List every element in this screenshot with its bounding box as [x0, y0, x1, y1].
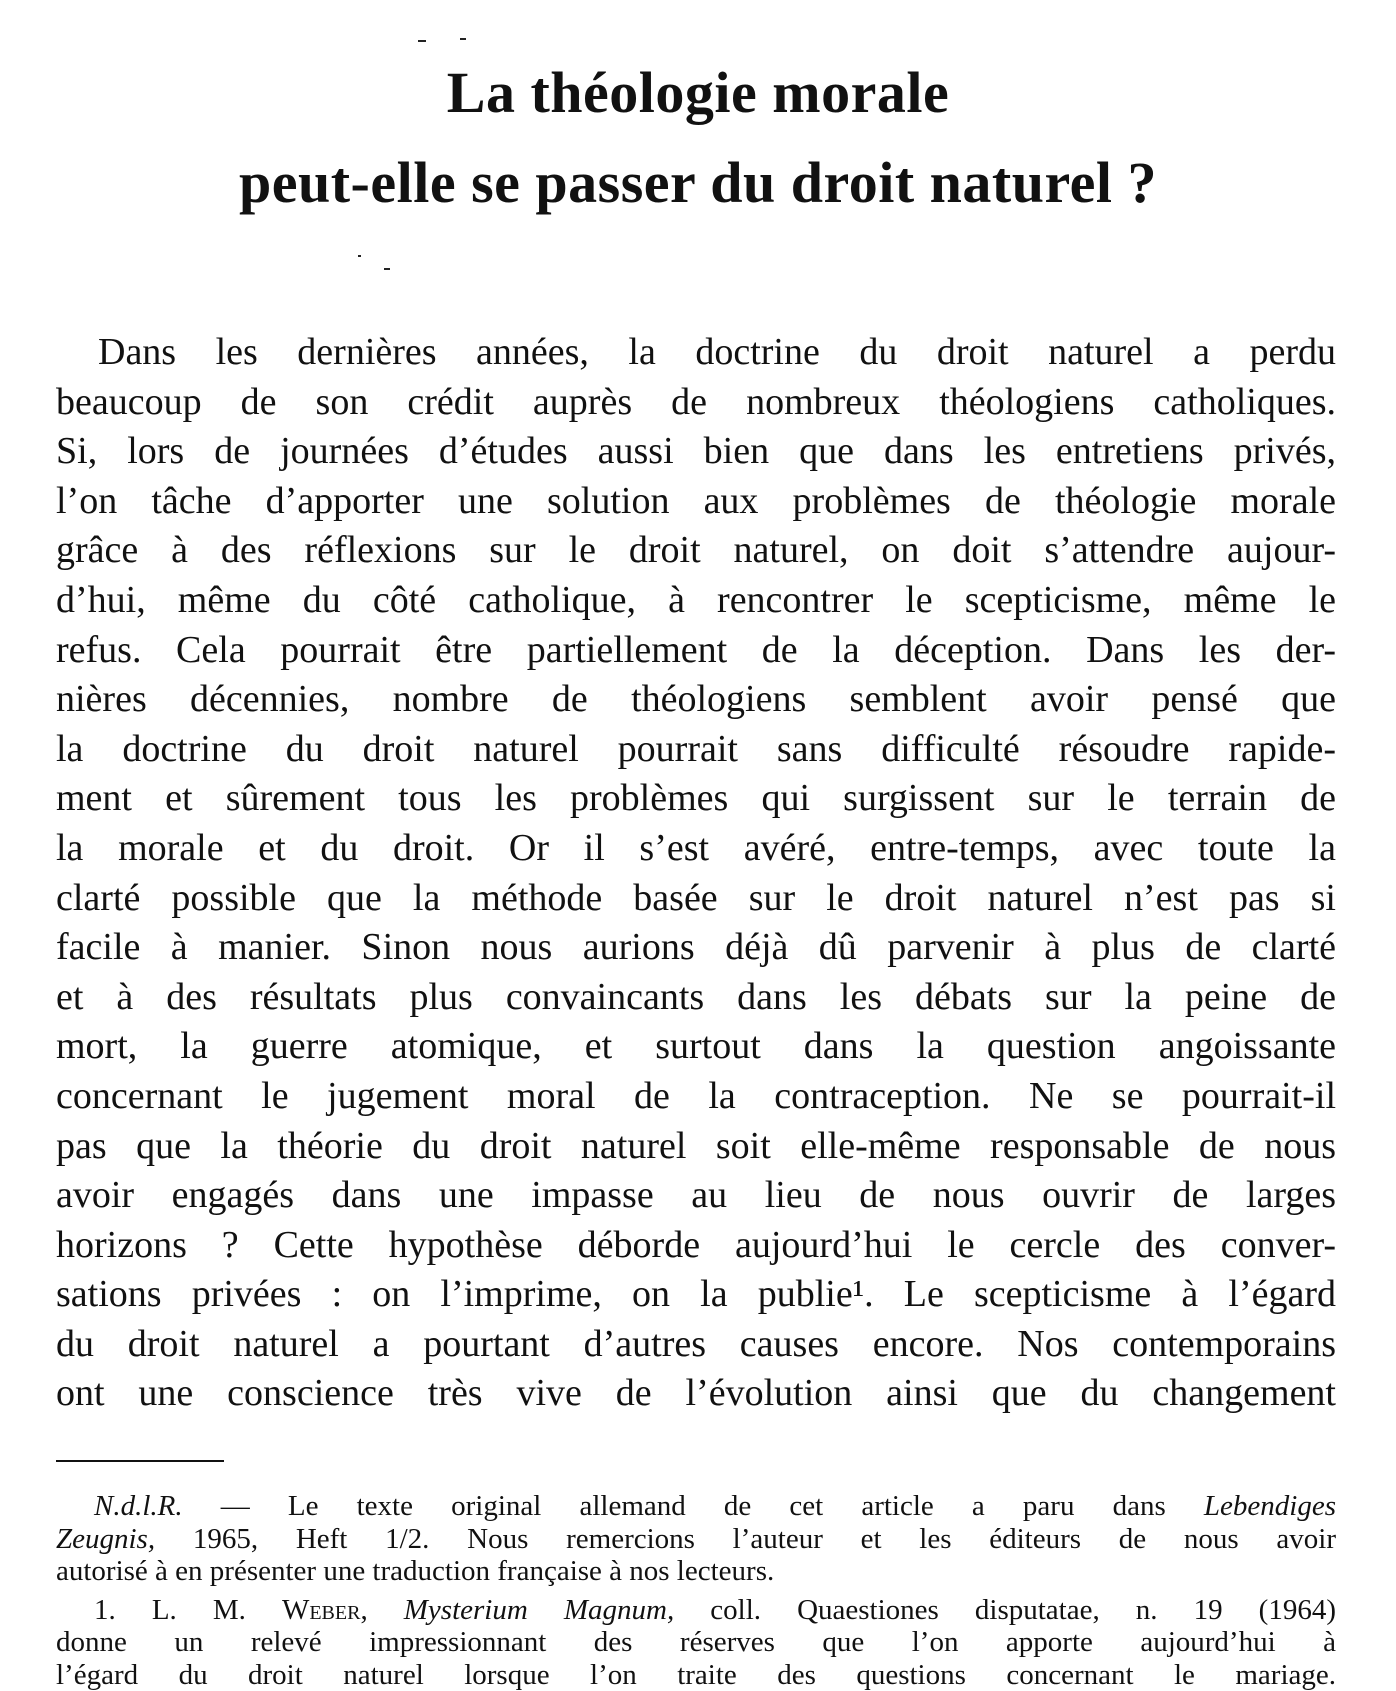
body-line: mort, la guerre atomique, et surtout dans la question angoissante: [56, 1022, 1336, 1072]
body-line: clarté possible que la méthode basée sur le droit naturel n’est pas si: [56, 874, 1336, 924]
journal-title: Zeugnis,: [56, 1523, 155, 1555]
editor-note-text: 1965, Heft 1/2. Nous remercions l’auteur et les éditeurs de nous avoir: [155, 1523, 1336, 1555]
body-line: l’on tâche d’apporter une solution aux problèmes de théologie morale: [56, 477, 1336, 527]
body-line: horizons ? Cette hypothèse déborde aujourd’hui le cercle des conver-: [56, 1221, 1336, 1271]
editor-note-line: [56, 1490, 1336, 1523]
footnote-1-line: l’égard du droit naturel lorsque l’on traite des questions concernant le mariage.: [56, 1659, 1336, 1691]
body-line: beaucoup de son crédit auprès de nombreux théologiens catholiques.: [56, 378, 1336, 428]
article-title-line-1: La théologie morale: [120, 64, 1276, 122]
body-line: ment et sûrement tous les problèmes qui surgissent sur le terrain de: [56, 774, 1336, 824]
body-line: la morale et du droit. Or il s’est avéré, entre-temps, avec toute la: [56, 824, 1336, 874]
body-line: d’hui, même du côté catholique, à rencontrer le scepticisme, même le: [56, 576, 1336, 626]
print-speck: [418, 40, 426, 42]
editor-note-line: [56, 1523, 1336, 1556]
editor-note-label: N.d.l.R.: [94, 1490, 183, 1522]
body-line: refus. Cela pourrait être partiellement de la déception. Dans les der-: [56, 626, 1336, 676]
body-line: concernant le jugement moral de la contraception. Ne se pourrait-il: [56, 1072, 1336, 1122]
footnote-1-line: [56, 1594, 1336, 1627]
footnote-1-work: Mysterium Magnum,: [368, 1594, 675, 1626]
body-line: grâce à des réflexions sur le droit naturel, on doit s’attendre aujour-: [56, 526, 1336, 576]
print-speck: [460, 38, 466, 40]
body-line: nières décennies, nombre de théologiens semblent avoir pensé que: [56, 675, 1336, 725]
body-line: et à des résultats plus convaincants dans les débats sur la peine de: [56, 973, 1336, 1023]
body-line: la doctrine du droit naturel pourrait sans difficulté résoudre rapide-: [56, 725, 1336, 775]
body-line: facile à manier. Sinon nous aurions déjà dû parvenir à plus de clarté: [56, 923, 1336, 973]
footnote-1-number: 1. L. M.: [94, 1594, 282, 1626]
journal-title: Lebendiges: [1204, 1490, 1336, 1522]
body-line: pas que la théorie du droit naturel soit elle-même responsable de nous: [56, 1122, 1336, 1172]
footnote-1-line: donne un relevé impressionnant des réserves que l’on apporte aujourd’hui à: [56, 1626, 1336, 1659]
body-line: sations privées : on l’imprime, on la publie¹. Le scepticisme à l’égard: [56, 1270, 1336, 1320]
footnotes: [56, 1490, 1336, 1691]
body-line: Dans les dernières années, la doctrine du droit naturel a perdu: [56, 328, 1336, 378]
editor-note-text: — Le texte original allemand de cet article a paru dans: [183, 1490, 1204, 1522]
body-line: avoir engagés dans une impasse au lieu de nous ouvrir de larges: [56, 1171, 1336, 1221]
body-line: ont une conscience très vive de l’évolution ainsi que du changement: [56, 1369, 1336, 1419]
footnote-separator: [56, 1460, 224, 1462]
print-speck: [358, 255, 361, 257]
article-body: [56, 328, 1336, 1419]
body-line: du droit naturel a pourtant d’autres causes encore. Nos contemporains: [56, 1320, 1336, 1370]
editor-note-line: autorisé à en présenter une traduction française à nos lecteurs.: [56, 1555, 1336, 1588]
footnote-1-text: coll. Quaestiones disputatae, n. 19 (1964): [674, 1594, 1336, 1626]
footnote-1-author: Weber,: [282, 1594, 368, 1626]
article-title-line-2: peut-elle se passer du droit naturel ?: [120, 154, 1276, 212]
body-line: Si, lors de journées d’études aussi bien que dans les entretiens privés,: [56, 427, 1336, 477]
print-speck: [384, 268, 390, 270]
